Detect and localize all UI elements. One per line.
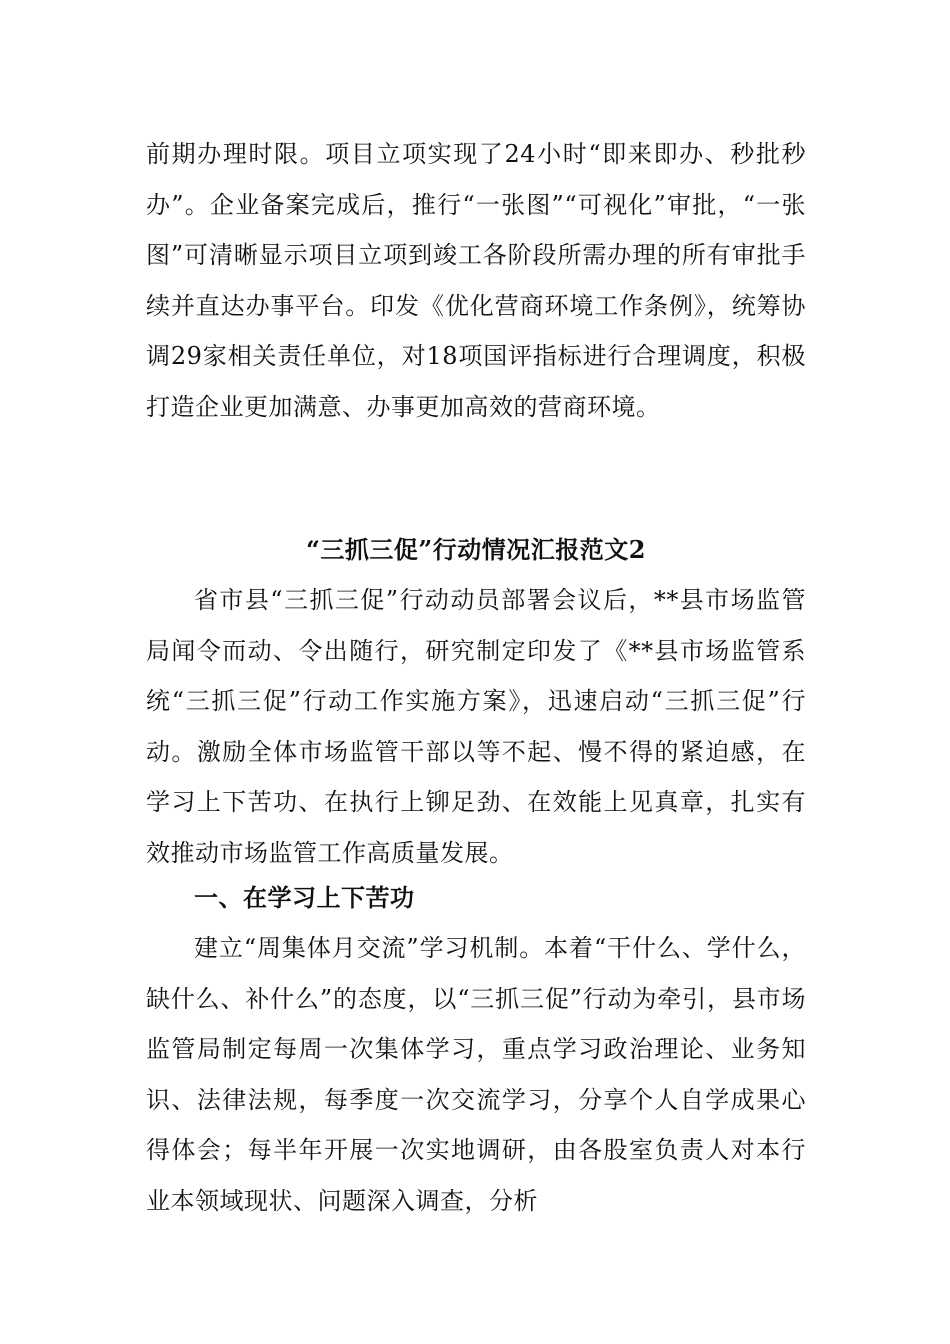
body-paragraph-study: 建立“周集体月交流”学习机制。本着“干什么、学什么，缺什么、补什么”的态度，以“三抓三促”行动为牵引，县市场监管局制定每周一次集体学习，重点学习政治理论、业务知识、法律法规，每季度一次交流学习，分享个人自学成果心得体会；每半年开展一次实地调研，由各股室负责人对本行业本领域现状、问题深入调查，分析 (146, 934, 806, 1215)
section-title: “三抓三促”行动情况汇报范文2 (306, 535, 646, 564)
body-paragraph-continued: 前期办理时限。项目立项实现了24小时“即来即办、秒批秒办”。企业备案完成后，推行“一张图”“可视化”审批，“一张图”可清晰显示项目立项到竣工各阶段所需办理的所有审批手续并直达办事平台。印发《优化营商环境工作条例》，统筹协调29家相关责任单位，对18项国评指标进行合理调度，积极打造企业更加满意、办事更加高效的营商环境。 (146, 140, 806, 421)
body-paragraph-intro: 省市县“三抓三促”行动动员部署会议后，**县市场监管局闻令而动、令出随行，研究制定印发了《**县市场监管系统“三抓三促”行动工作实施方案》，迅速启动“三抓三促”行动。激励全体市场监管干部以等不起、慢不得的紧迫感，在学习上下苦功、在执行上铆足劲、在效能上见真章，扎实有效推动市场监管工作高质量发展。 (146, 586, 806, 867)
subheading-study: 一、在学习上下苦功 (194, 883, 415, 912)
